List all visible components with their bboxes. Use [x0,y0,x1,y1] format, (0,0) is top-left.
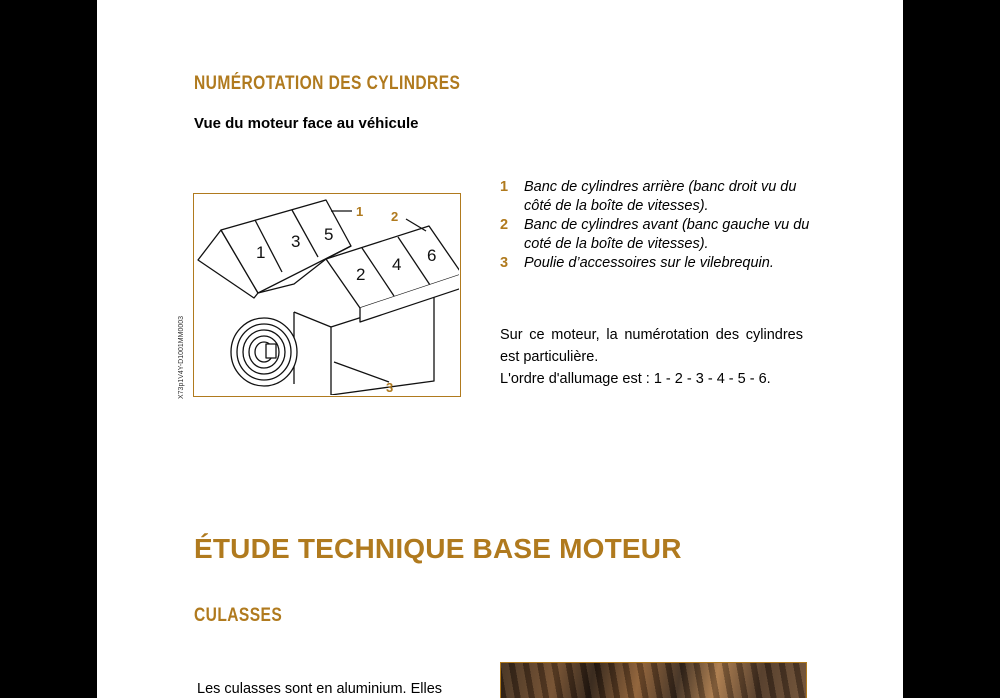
legend-number: 2 [500,217,509,233]
section-title: NUMÉROTATION DES CYLINDRES [194,73,461,94]
figure-reference-code: X73p1V4Y-D1001MM0003 [178,315,185,399]
firing-order-paragraph [500,324,803,390]
legend-text: Banc de cylindres avant (banc gauche vu du coté de la boîte de vitesses). [524,217,810,252]
cylinder-label: 6 [427,246,437,265]
legend-item [500,254,810,273]
cylinder-label: 3 [291,232,301,251]
photo-texture [501,663,806,698]
callout-label: 1 [356,204,364,219]
legend-item [500,178,810,216]
callout-label: 2 [391,209,399,224]
legend-number: 1 [500,179,509,195]
callout-label: 3 [386,380,394,395]
cylinder-label: 2 [356,265,366,284]
subsection-title: CULASSES [194,605,283,626]
legend-list [500,178,810,273]
cylinder-label: 4 [392,255,402,274]
legend-number: 3 [500,255,509,271]
cylinder-head-photo [500,662,807,698]
firing-order-text: L'ordre d'allumage est : 1 - 2 - 3 - 4 - 5 - 6. [500,371,771,387]
pulley-outer [231,318,297,386]
main-heading: ÉTUDE TECHNIQUE BASE MOTEUR [194,533,682,564]
subsection-body: Les culasses sont en aluminium. Elles [197,681,443,697]
legend-text: Banc de cylindres arrière (banc droit vu du côté de la boîte de vitesses). [524,179,797,214]
cylinder-label: 5 [324,225,334,244]
engine-diagram-svg [194,194,459,395]
description-text: Sur ce moteur, la numérotation des cylindres est particulière. [500,327,803,365]
figure-subtitle: Vue du moteur face au véhicule [194,115,419,132]
legend-item [500,216,810,254]
engine-diagram [193,193,461,397]
legend-text: Poulie d’accessoires sur le vilebrequin. [524,255,774,271]
cylinder-label: 1 [256,243,266,262]
document-page [97,0,903,698]
